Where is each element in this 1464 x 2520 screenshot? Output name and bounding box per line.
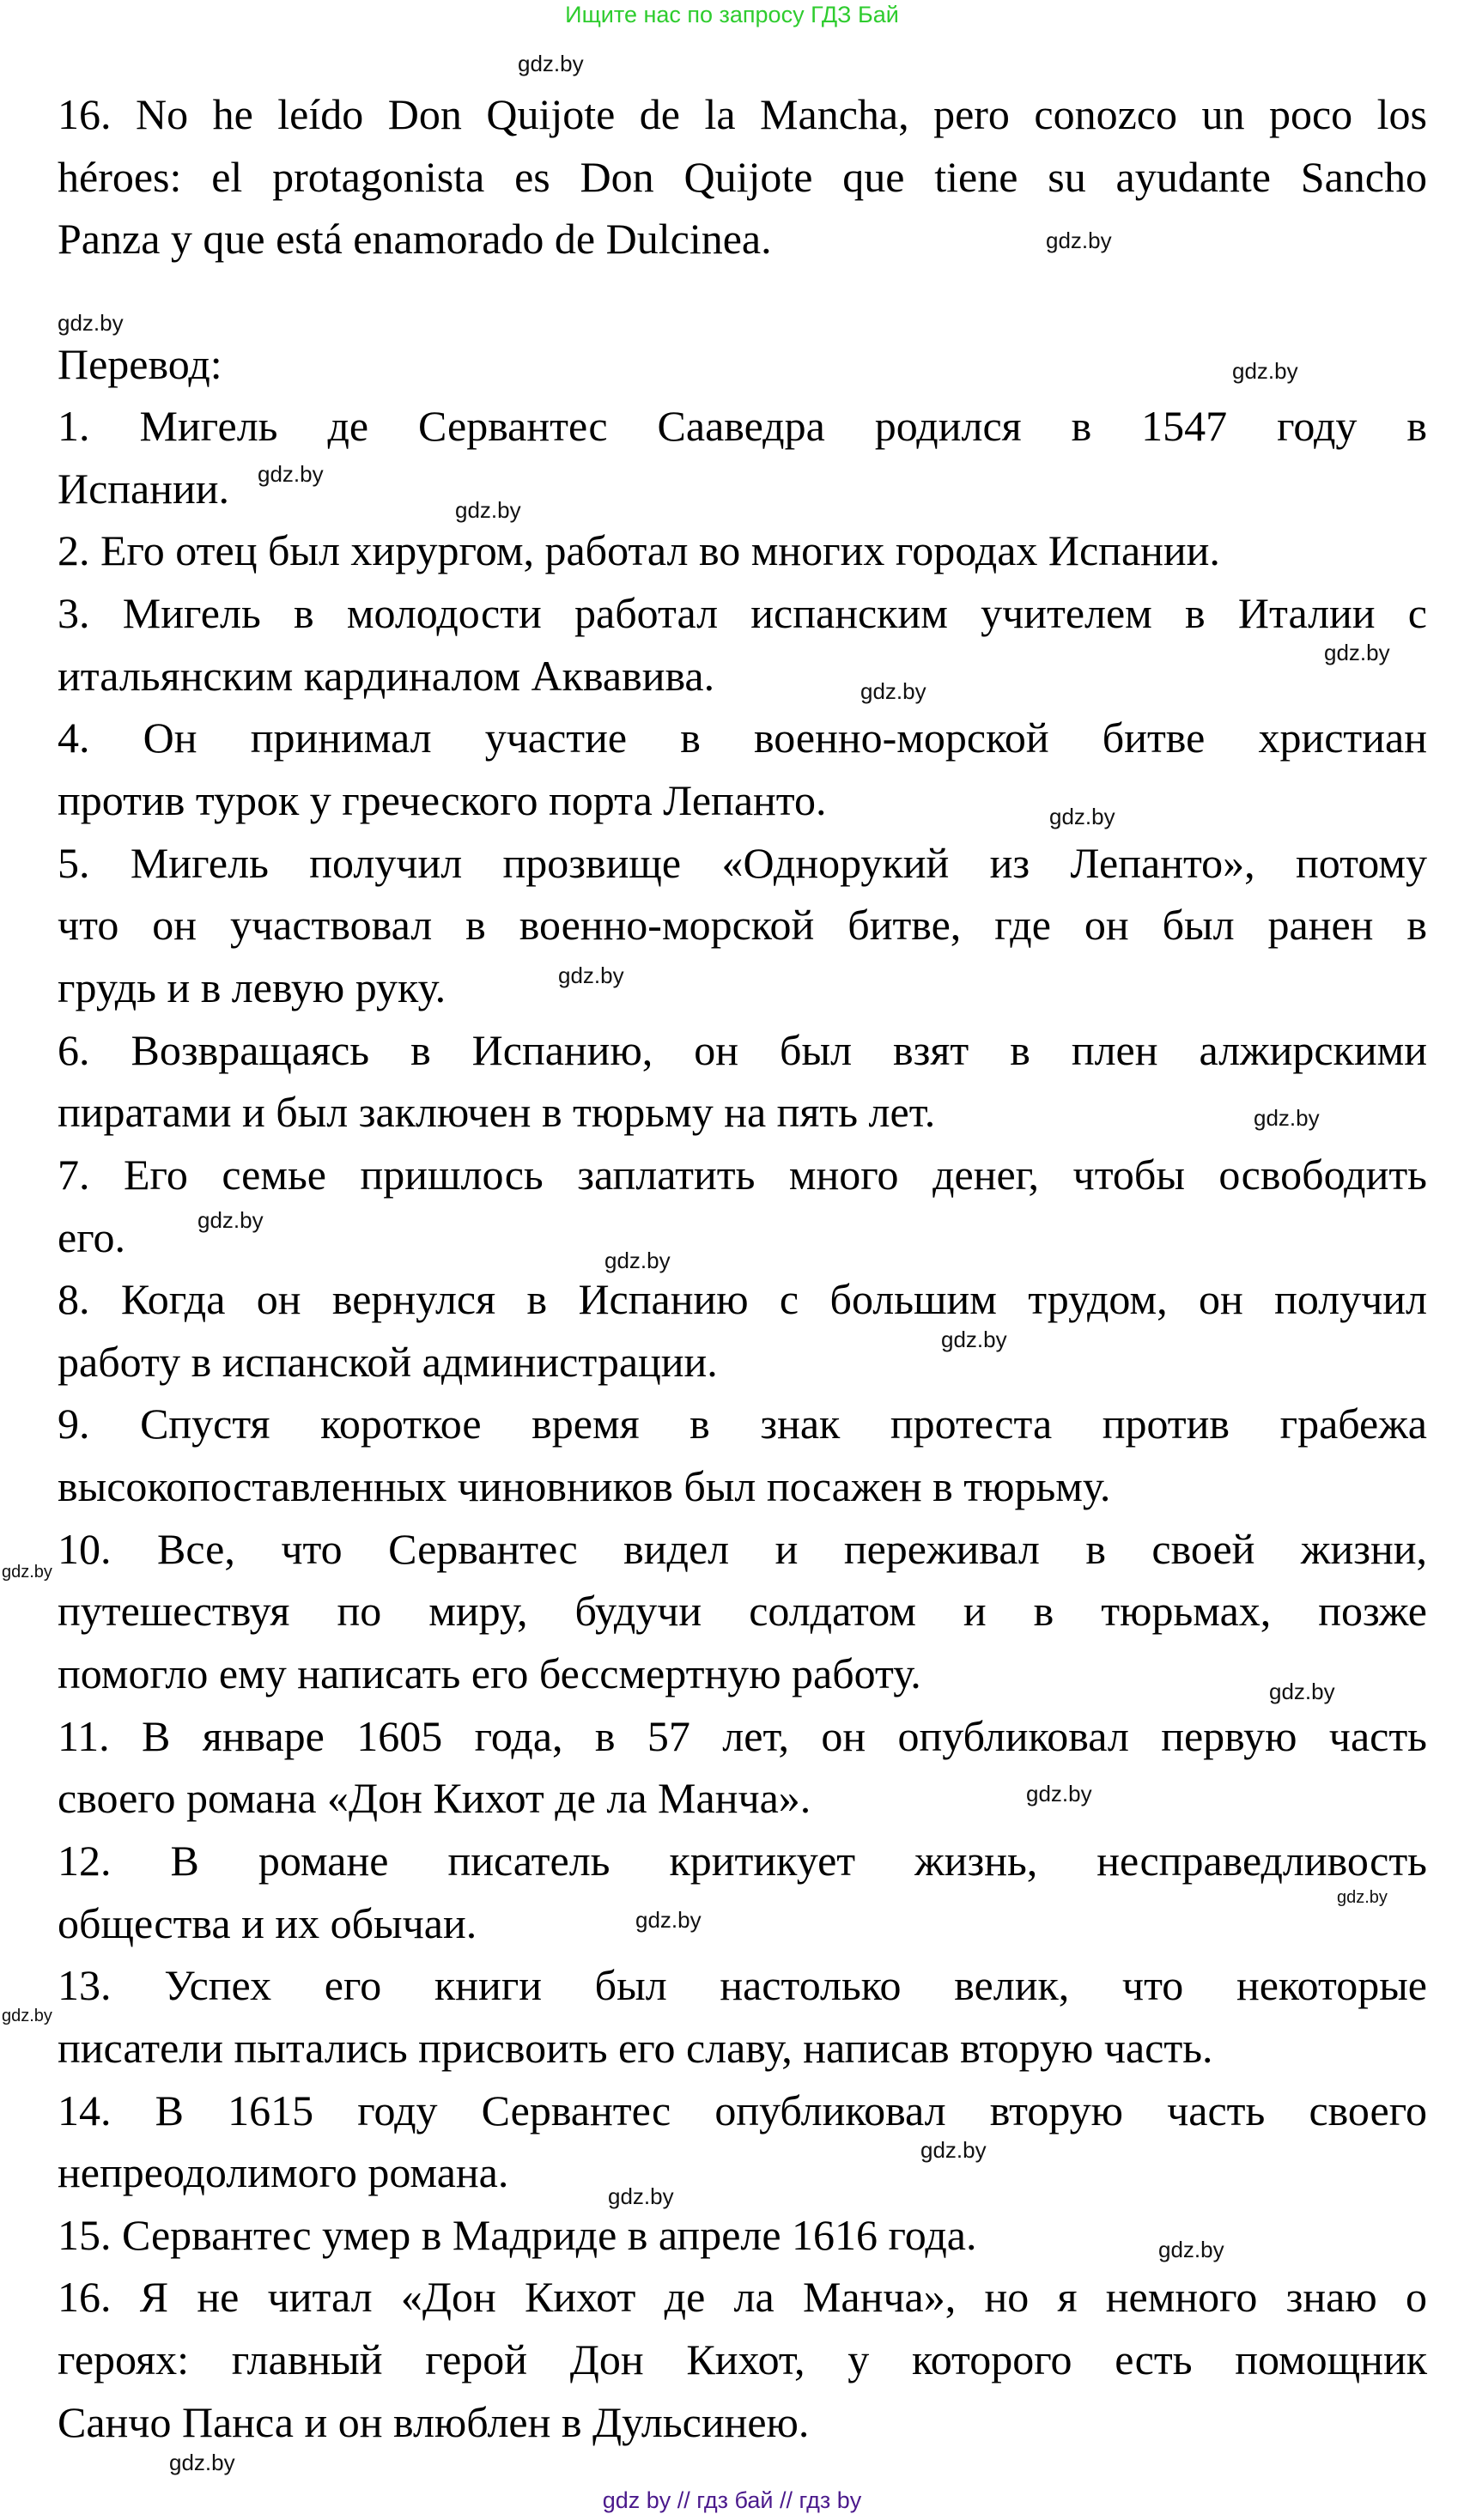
text-line: 14. В 1615 году Сервантес опубликовал вторую часть своего [58, 2086, 1427, 2134]
text-line: 15. Сервантес умер в Мадриде в апреле 1616 года. [58, 2210, 977, 2259]
paragraph [58, 1705, 1427, 1830]
text-line: 12. В романе писатель критикует жизнь, несправедливость [58, 1836, 1427, 1885]
watermark: gdz.by [558, 962, 624, 988]
text-line [58, 270, 1427, 336]
watermark: gdz.by [1049, 804, 1115, 829]
watermark: gdz.by [2, 2007, 52, 2025]
text-line: 3. Мигель в молодости работал испанским учителем в Италии с [58, 589, 1427, 638]
watermark: gdz.by [1337, 1888, 1388, 1907]
text-line: общества и их обычаи. [58, 1898, 477, 1947]
watermark: gdz.by [941, 1327, 1007, 1352]
text-line: 10. Все, что Сервантес видел и переживал в своей жизни, [58, 1524, 1427, 1573]
text-line: 4. Он принимал участие в военно-морской битве христиан [58, 713, 1427, 762]
paragraph [58, 832, 1427, 1019]
watermark: gdz.by [2, 1563, 52, 1582]
watermark: gdz.by [258, 461, 324, 487]
text-line: héroes: el protagonista es Don Quijote que tiene su ayudante Sancho [58, 152, 1427, 201]
paragraph [58, 270, 1427, 336]
text-line: героях: главный герой Дон Кихот, у которого есть помощник [58, 2335, 1427, 2384]
paragraph [58, 1518, 1427, 1705]
footer-links: gdz by // гдз бай // гдз by [602, 2487, 862, 2513]
text-line: путешествуя по миру, будучи солдатом и в тюрьмах, позже [58, 1587, 1427, 1636]
document-body [58, 83, 1427, 2453]
paragraph [58, 1019, 1427, 1144]
text-line: 16. No he leído Don Quijote de la Mancha, pero conozco un poco los [58, 90, 1427, 138]
text-line: высокопоставленных чиновников был посажен в тюрьму. [58, 1462, 1111, 1511]
paragraph [58, 2266, 1427, 2453]
watermark: gdz.by [604, 1248, 671, 1273]
paragraph [58, 1954, 1427, 2079]
paragraph [58, 582, 1427, 707]
text-line: итальянским кардиналом Аквавива. [58, 651, 715, 700]
text-line: писатели пытались присвоить его славу, написав вторую часть. [58, 2023, 1213, 2072]
paragraph [58, 1830, 1427, 1954]
text-line: своего романа «Дон Кихот де ла Манча». [58, 1774, 811, 1823]
text-line: 8. Когда он вернулся в Испанию с большим трудом, он получил [58, 1275, 1427, 1324]
paragraph [58, 707, 1427, 831]
watermark: gdz.by [608, 2183, 674, 2209]
watermark: gdz.by [455, 497, 521, 523]
watermark: gdz.by [1158, 2237, 1224, 2262]
watermark: gdz.by [860, 678, 926, 704]
watermark: gdz.by [1026, 1781, 1092, 1807]
paragraph [58, 1393, 1427, 1517]
text-line: пиратами и был заключен в тюрьму на пять лет. [58, 1088, 936, 1137]
paragraph [58, 395, 1427, 519]
section-heading [58, 333, 1427, 396]
text-line: Panza y que está enamorado de Dulcinea. [58, 215, 772, 264]
text-line: Перевод: [58, 339, 222, 388]
paragraph [58, 83, 1427, 270]
text-line: 5. Мигель получил прозвище «Однорукий из Лепанто», потому [58, 838, 1427, 887]
text-line: против турок у греческого порта Лепанто. [58, 776, 827, 825]
text-line: Санчо Панса и он влюблен в Дульсинею. [58, 2397, 810, 2446]
text-line: 6. Возвращаясь в Испанию, он был взят в плен алжирскими [58, 1025, 1427, 1074]
watermark: gdz.by [1269, 1679, 1335, 1704]
header-search-hint: Ищите нас по запросу ГДЗ Бай [565, 2, 899, 27]
text-line: грудь и в левую руку. [58, 962, 446, 1011]
paragraph [58, 1144, 1427, 1268]
watermark: gdz.by [58, 310, 124, 336]
text-line: 7. Его семье пришлось заплатить много денег, чтобы освободить [58, 1150, 1427, 1199]
watermark: gdz.by [1046, 228, 1112, 253]
watermark: gdz.by [920, 2137, 987, 2163]
text-line: 13. Успех его книги был настолько велик, что некоторые [58, 1961, 1427, 2010]
text-line: его. [58, 1212, 125, 1261]
watermark: gdz.by [518, 51, 584, 76]
watermark: gdz.by [169, 2450, 235, 2475]
paragraph [58, 519, 1427, 582]
text-line: 2. Его отец был хирургом, работал во многих городах Испании. [58, 526, 1220, 575]
text-line: работу в испанской администрации. [58, 1337, 718, 1386]
watermark: gdz.by [1324, 640, 1390, 665]
text-line: Испании. [58, 464, 230, 513]
text-line: 16. Я не читал «Дон Кихот де ла Манча», но я немного знаю о [58, 2273, 1427, 2322]
watermark: gdz.by [1232, 358, 1298, 384]
text-line: что он участвовал в военно-морской битве, где он был ранен в [58, 901, 1427, 950]
text-line: помогло ему написать его бессмертную работу. [58, 1649, 921, 1698]
text-line: 9. Спустя короткое время в знак протеста против грабежа [58, 1400, 1427, 1448]
text-line: 11. В январе 1605 года, в 57 лет, он опубликовал первую часть [58, 1711, 1427, 1760]
watermark: gdz.by [197, 1207, 264, 1233]
watermark: gdz.by [635, 1907, 702, 1933]
paragraph [58, 2080, 1427, 2204]
text-line: непреодолимого романа. [58, 2148, 509, 2197]
text-line: 1. Мигель де Сервантес Сааведра родился в 1547 году в [58, 402, 1427, 451]
watermark: gdz.by [1254, 1105, 1320, 1131]
paragraph [58, 1268, 1427, 1393]
